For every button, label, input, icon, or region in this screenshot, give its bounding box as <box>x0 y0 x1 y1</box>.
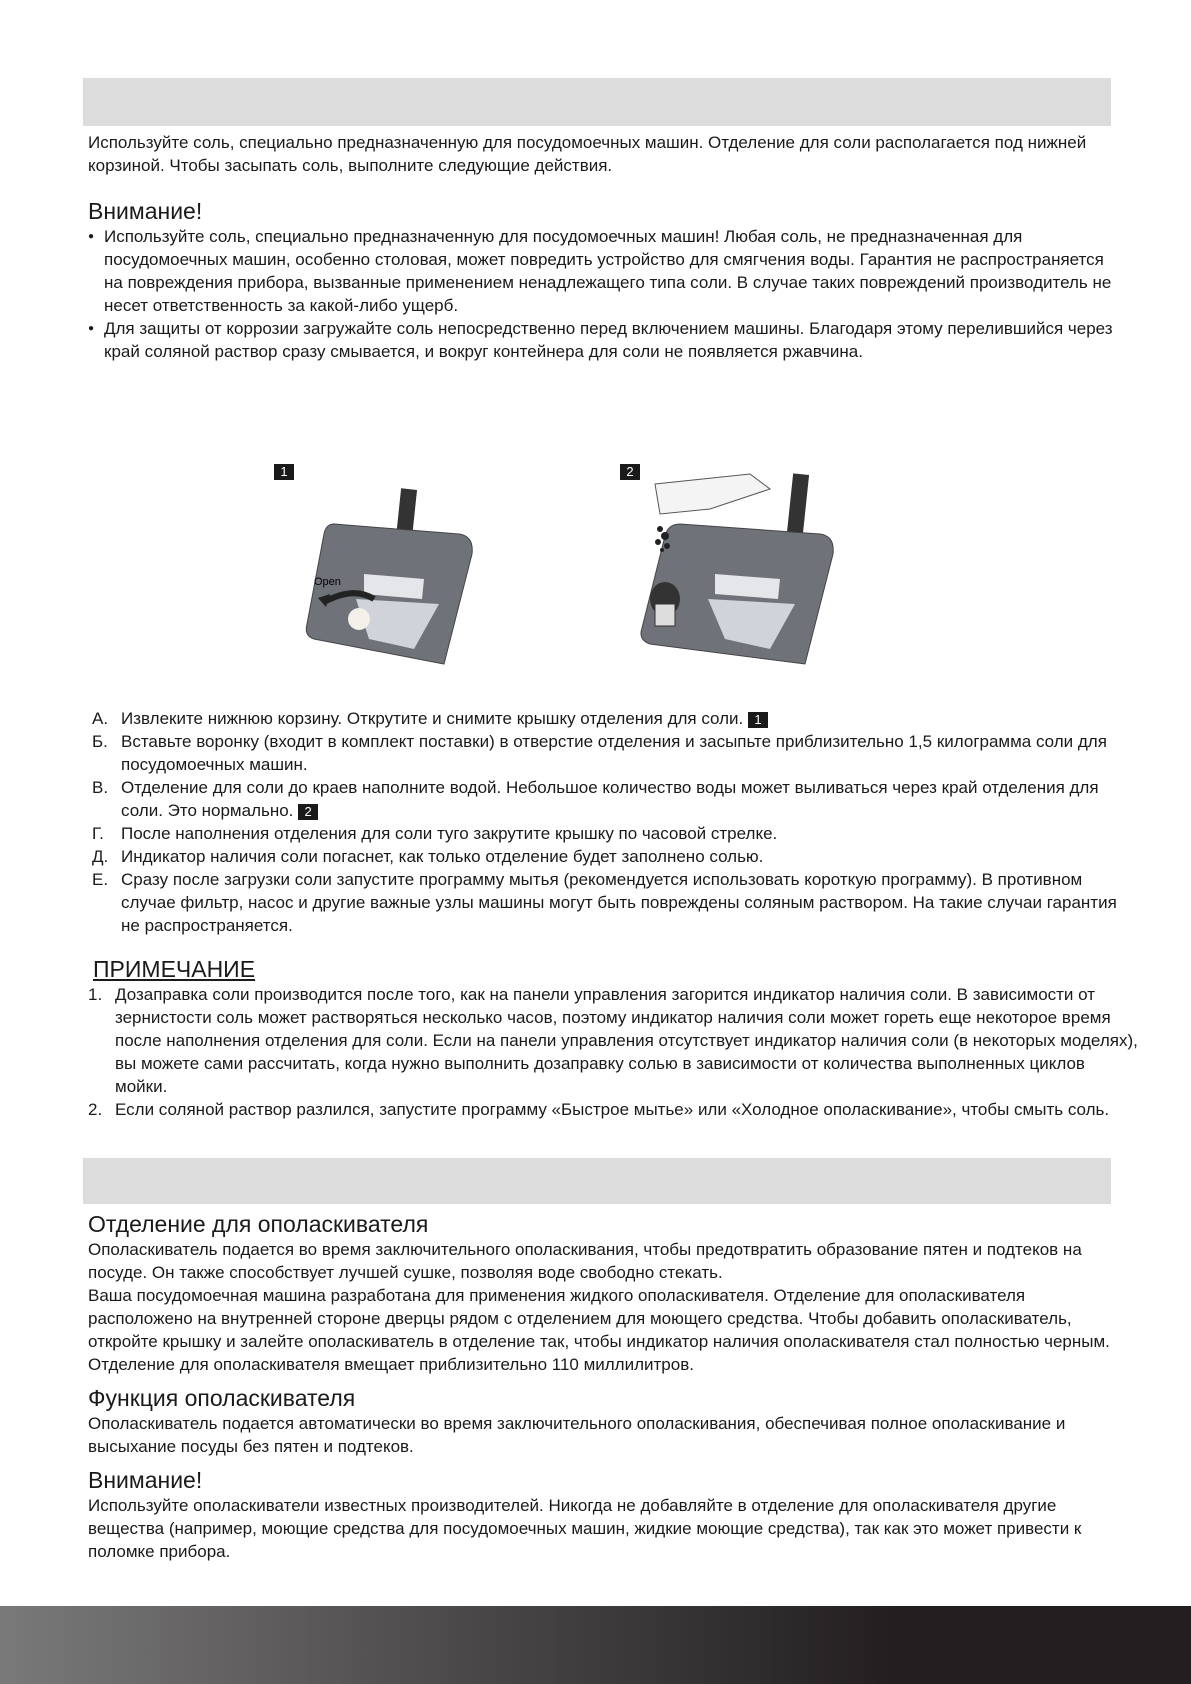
page-footer-bar <box>0 1606 1191 1684</box>
step-item <box>88 707 1138 730</box>
figure-number: 1 <box>274 464 294 480</box>
salt-pouring-illustration <box>620 464 860 669</box>
salt-steps <box>88 707 1138 1121</box>
step-text: Вставьте воронку (входит в комплект поставки) в отверстие отделения и засыпьте приблизительно 1,5 килограмма соли для посудомоечных машин. <box>121 732 1107 774</box>
step-item <box>88 868 1138 937</box>
note-item <box>88 1098 1138 1121</box>
section-header-bar <box>83 78 1111 126</box>
note-text: Дозаправка соли производится после того, как на панели управления загорится индикатор наличия соли. В зависимости от зернистости соль может растворяться несколько часов, поэтому индикатор наличия соли может гореть еще некоторое время после наполнения отделения для соли. Если на панели управления отсутствует индикатор наличия соли (в некоторых моделях), вы можете сами рассчитать, когда нужно выполнить дозаправку солью в зависимости от количества выполненных циклов мойки. <box>115 985 1138 1096</box>
note-mark: 2. <box>88 1100 103 1119</box>
figure-ref: 1 <box>748 712 768 728</box>
step-text: Индикатор наличия соли погаснет, как только отделение будет заполнено солью. <box>121 847 764 866</box>
figure-number: 2 <box>620 464 640 480</box>
salt-section <box>88 131 1138 363</box>
rinse-warning-heading: Внимание! <box>88 1467 203 1493</box>
rinse-paragraph: Ополаскиватель подается автоматически во время заключительного ополаскивания, обеспечивая полное ополаскивание и высыхание посуды без пятен и подтеков. <box>88 1414 1066 1456</box>
note-item <box>88 983 1138 1098</box>
step-text: Сразу после загрузки соли запустите программу мытья (рекомендуется использовать короткую программу). В противном случае фильтр, насос и другие важные узлы машины могут быть повреждены соляным раствором. На такие случаи гарантия не распространяется. <box>121 870 1117 935</box>
step-mark: А. <box>92 709 109 728</box>
note-text: Если соляной раствор разлился, запустите программу «Быстрое мытье» или «Холодное ополаскивание», чтобы смыть соль. <box>115 1100 1110 1119</box>
step-mark: Д. <box>92 847 109 866</box>
rinse-paragraph: Используйте ополаскиватели известных производителей. Никогда не добавляйте в отделение для ополаскивателя другие вещества (например, моющие средства для посудомоечных машин, жидкие моющие средства), так как это может привести к поломке прибора. <box>88 1496 1082 1561</box>
rinse-paragraph: Ваша посудомоечная машина разработана для применения жидкого ополаскивателя. Отделение для ополаскивателя расположено на внутренней стороне дверцы рядом с отделением для моющего средства. Чтобы добавить ополаскиватель, откройте крышку и залейте ополаскиватель в отделение так, чтобы индикатор наличия ополаскивателя стал полностью черным. Отделение для ополаскивателя вмещает приблизительно 110 миллилитров. <box>88 1286 1110 1374</box>
step-mark: Б. <box>92 732 108 751</box>
step-item <box>88 776 1138 822</box>
step-text: Извлеките нижнюю корзину. Открутите и снимите крышку отделения для соли. <box>121 709 744 728</box>
warning-item: ● Для защиты от коррозии загружайте соль непосредственно перед включением машины. Благодаря этому перелившийся через край соляной раствор сразу смывается, и вокруг контейнера для соли не появляется ржавчина. <box>88 317 1118 363</box>
step-item <box>88 730 1138 776</box>
step-item <box>88 822 1138 845</box>
note-mark: 1. <box>88 985 103 1004</box>
salt-intro: Используйте соль, специально предназначенную для посудомоечных машин. Отделение для соли располагается под нижней корзиной. Чтобы засыпать соль, выполните следующие действия. <box>88 133 1087 175</box>
step-item <box>88 845 1138 868</box>
warning-item: ● Используйте соль, специально предназначенную для посудомоечных машин! Любая соль, не предназначенная для посудомоечных машин, особенно столовая, может повредить устройство для смягчения воды. Гарантия не распространяется на повреждения прибора, вызванные применением ненадлежащего типа соли. В случае таких повреждений производитель не несет ответственность за какой-либо ущерб. <box>88 225 1118 317</box>
figure-ref: 2 <box>298 804 318 820</box>
rinse-paragraph: Ополаскиватель подается во время заключительного ополаскивания, чтобы предотвратить образование пятен и подтеков на посуде. Он также способствует лучшей сушке, позволяя воде свободно стекать. <box>88 1240 1082 1282</box>
step-mark: В. <box>92 778 109 797</box>
rinse-heading: Отделение для ополаскивателя <box>88 1211 429 1237</box>
section-header-bar <box>83 1158 1111 1204</box>
figure-2 <box>620 464 860 669</box>
note-heading: ПРИМЕЧАНИЕ <box>93 956 256 982</box>
step-mark: Г. <box>92 824 104 843</box>
step-mark: Е. <box>92 870 109 889</box>
salt-compartment-open-illustration <box>274 464 504 669</box>
figure-1 <box>274 464 504 669</box>
rinse-section <box>88 1210 1118 1563</box>
step-text: Отделение для соли до краев наполните водой. Небольшое количество воды может выливаться через край отделения для соли. Это нормально. <box>121 778 1099 820</box>
step-text: После наполнения отделения для соли туго закрутите крышку по часовой стрелке. <box>121 824 778 843</box>
warning-heading: Внимание! <box>88 198 203 224</box>
rinse-function-heading: Функция ополаскивателя <box>88 1385 356 1411</box>
open-label: Open <box>314 576 341 588</box>
